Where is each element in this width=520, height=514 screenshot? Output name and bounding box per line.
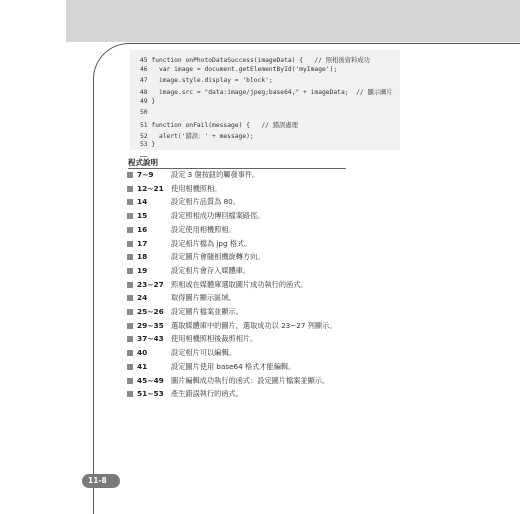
code-line-number: 52 bbox=[140, 132, 148, 140]
code-line-number: 49 bbox=[140, 98, 148, 106]
square-bullet-icon bbox=[127, 199, 133, 205]
square-bullet-icon bbox=[127, 391, 133, 397]
code-line bbox=[140, 66, 337, 73]
line-description: 照相或在媒體庫選取圖片成功執行的函式。 bbox=[171, 279, 308, 289]
square-bullet-icon bbox=[127, 241, 133, 247]
square-bullet-icon bbox=[127, 336, 133, 342]
code-line-text: function onFail(message) { // 錯誤處理 bbox=[151, 121, 298, 129]
line-range: 16 bbox=[137, 224, 148, 234]
square-bullet-icon bbox=[127, 323, 133, 329]
line-range: 24 bbox=[137, 293, 148, 303]
line-range: 23~27 bbox=[137, 279, 164, 289]
code-line-number: 48 bbox=[140, 89, 148, 97]
code-line bbox=[140, 131, 254, 140]
line-range: 40 bbox=[137, 348, 148, 358]
section-title-underline bbox=[128, 168, 346, 169]
code-line-number: 51 bbox=[140, 121, 148, 129]
line-range: 29~35 bbox=[137, 320, 164, 330]
square-bullet-icon bbox=[127, 295, 133, 301]
line-description: 設定使用相機照相。 bbox=[171, 224, 236, 234]
code-line bbox=[140, 98, 155, 105]
line-description: 產生錯誤執行的函式。 bbox=[171, 389, 243, 399]
line-range: 18 bbox=[137, 252, 148, 262]
line-range: 45~49 bbox=[137, 375, 164, 385]
line-range: 19 bbox=[137, 265, 148, 275]
code-line bbox=[140, 141, 155, 148]
code-line-number: 53 bbox=[140, 141, 148, 149]
line-description: 設定相片會存入媒體庫。 bbox=[171, 265, 251, 275]
code-line bbox=[140, 77, 273, 84]
line-range: 41 bbox=[137, 361, 148, 371]
square-bullet-icon bbox=[127, 350, 133, 356]
line-description: 設定相片品質為 80。 bbox=[171, 197, 240, 207]
code-line-text: function onPhotoDataSuccess(imageData) { // 照相後資料成功 bbox=[151, 57, 370, 64]
code-line-text: image.style.display = 'block'; bbox=[151, 76, 273, 84]
line-description: 取得圖片顯示區域。 bbox=[171, 293, 236, 303]
square-bullet-icon bbox=[127, 364, 133, 370]
code-line-text: } bbox=[151, 141, 156, 149]
code-line-number: 45 bbox=[140, 57, 148, 64]
code-line bbox=[140, 87, 393, 96]
code-line-number: 47 bbox=[140, 76, 148, 84]
code-line-number: 46 bbox=[140, 65, 148, 73]
line-description: 設定照相成功傳回檔案路徑。 bbox=[171, 211, 265, 221]
square-bullet-icon bbox=[127, 227, 133, 233]
code-line-text: image.src = "data:image/jpeg;base64," + imageData; // 顯示圖片 bbox=[151, 89, 393, 97]
page-number: 11-8 bbox=[88, 476, 107, 485]
square-bullet-icon bbox=[127, 378, 133, 384]
line-description: 使用相機照相。 bbox=[171, 183, 222, 193]
square-bullet-icon bbox=[127, 213, 133, 219]
code-line bbox=[140, 120, 298, 129]
square-bullet-icon bbox=[127, 282, 133, 288]
line-range: 17 bbox=[137, 238, 148, 248]
line-description: 設定 3 個按鈕的觸發事件。 bbox=[171, 170, 260, 179]
code-line bbox=[140, 55, 370, 64]
line-description: 使用相機照相後裁剪相片。 bbox=[171, 334, 258, 344]
line-description: 設定相片可以編輯。 bbox=[171, 348, 236, 358]
line-description: 選取媒體庫中的圖片，選取成功以 23~27 列顯示。 bbox=[171, 320, 337, 330]
code-line bbox=[140, 109, 151, 116]
line-description: 設定圖片檔案並顯示。 bbox=[171, 307, 243, 316]
line-range: 14 bbox=[137, 197, 148, 207]
line-description: 圖片編輯成功執行的函式：設定圖片檔案並顯示。 bbox=[171, 375, 330, 385]
line-description: 設定圖片會隨相機旋轉方向。 bbox=[171, 252, 265, 262]
section-title: 程式說明 bbox=[128, 158, 158, 167]
square-bullet-icon bbox=[127, 186, 133, 192]
square-bullet-icon bbox=[127, 172, 133, 178]
line-range: 25~26 bbox=[137, 307, 164, 316]
line-range: 51~53 bbox=[137, 389, 164, 399]
decorative-dot-grid bbox=[66, 0, 520, 42]
square-bullet-icon bbox=[127, 309, 133, 315]
code-line-text: } bbox=[151, 98, 156, 106]
square-bullet-icon bbox=[127, 254, 133, 260]
line-range: 37~43 bbox=[137, 334, 164, 344]
line-range: 15 bbox=[137, 211, 148, 221]
line-range: 12~21 bbox=[137, 183, 164, 193]
code-line-text: alert('錯誤：' + message); bbox=[151, 132, 254, 140]
code-line-number: 50 bbox=[140, 109, 148, 116]
square-bullet-icon bbox=[127, 268, 133, 274]
code-line-text: var image = document.getElementById('myImage'); bbox=[151, 65, 338, 73]
line-range: 7~9 bbox=[137, 170, 154, 179]
line-description: 設定相片檔為 jpg 格式。 bbox=[171, 238, 252, 248]
line-description: 設定圖片使用 base64 格式才能編輯。 bbox=[171, 361, 296, 371]
code-ellipsis: …… bbox=[140, 152, 148, 160]
